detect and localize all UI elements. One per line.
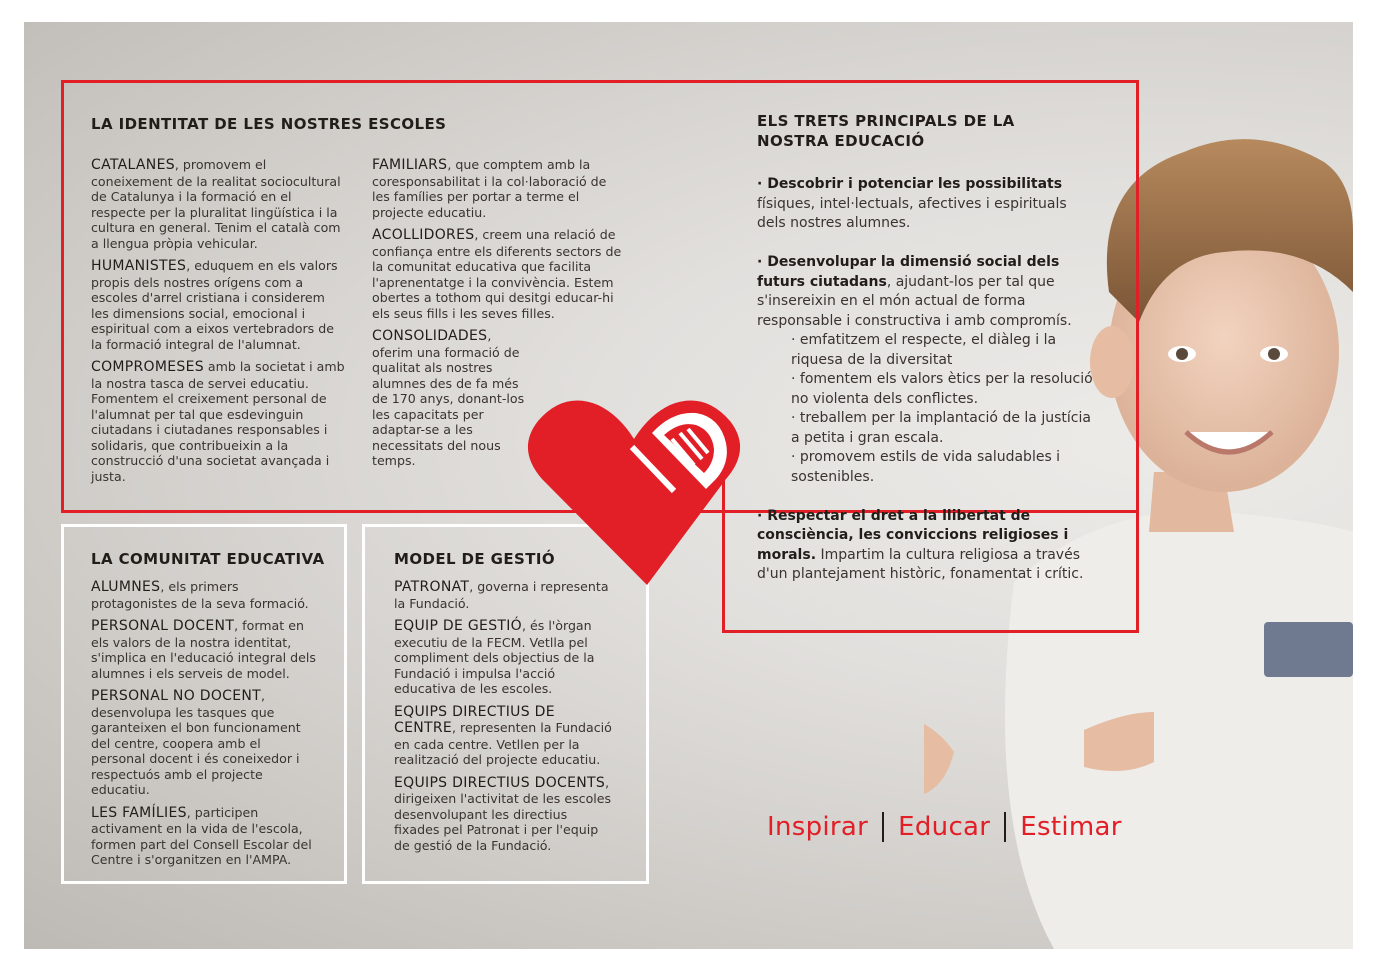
- trait-3: · Respectar el dret a la llibertat de consciència, les conviccions religioses i morals. Impartim la cultura religiosa a través d'un plantejament històric, fonamentat i crític.: [757, 507, 1084, 582]
- identity-column-1: [91, 157, 346, 491]
- brochure-page: [24, 22, 1353, 949]
- identity-item: FAMILIARS, que comptem amb la coresponsabilitat i la col·laboració de les famílies per portar a terme el projecte educatiu.: [372, 157, 607, 220]
- trait-1: · Descobrir i potenciar les possibilitats físiques, intel·lectuals, afectives i espirituals dels nostres alumnes.: [757, 176, 1067, 231]
- slogan-separator: [882, 812, 884, 842]
- community-item: PERSONAL NO DOCENT, desenvolupa les tasques que garanteixen el bon funcionament del centre, coopera amb el personal docent i és coneixedor i respectuós amb el projecte educatiu.: [91, 688, 301, 797]
- trait-2: · Desenvolupar la dimensió social dels futurs ciutadans, ajudant-los per tal que s'insereixin en el món actual de forma responsable i constructiva i amb compromís.: [757, 254, 1072, 329]
- management-item: EQUIPS DIRECTIUS DE CENTRE, representen la Fundació en cada centre. Vetllen per la realització del projecte educatiu.: [394, 703, 612, 767]
- identity-item: HUMANISTES, eduquem en els valors propis dels nostres orígens com a escoles d'arrel cristiana i considerem les dimensions social, emocional i espiritual com a eixos vertebradors de la formació integral de l'alumnat.: [91, 258, 338, 352]
- slogan-separator: [1004, 812, 1006, 842]
- trait-2-sub: · emfatitzem el respecte, el diàleg i la riquesa de la diversitat: [791, 332, 1057, 368]
- trait-2-sub: · fomentem els valors ètics per la resolució no violenta dels conflictes.: [791, 371, 1093, 407]
- heart-logo: [524, 387, 744, 587]
- management-item: EQUIP DE GESTIÓ, és l'òrgan executiu de la FECM. Vetlla pel compliment dels objectius de la Fundació i impulsa l'acció educativa de les escoles.: [394, 618, 595, 696]
- community-item: ALUMNES, els primers protagonistes de la seva formació.: [91, 579, 309, 611]
- identity-item: COMPROMESES amb la societat i amb la nostra tasca de servei educatiu. Fomentem el creixement personal de l'alumnat per tal que esdevinguin ciutadans i ciutadanes responsables i solidaris, que contribueixin a la construcció d'una societat avançada i justa.: [91, 359, 345, 484]
- community-item: LES FAMÍLIES, participen activament en la vida de l'escola, formen part del Consell Escolar del Centre i s'organitzen en l'AMPA.: [91, 804, 312, 867]
- community-title: LA COMUNITAT EDUCATIVA: [91, 550, 325, 568]
- slogan-word: Inspirar: [767, 812, 869, 842]
- slogan: [767, 812, 1122, 842]
- community-box: [61, 524, 347, 884]
- management-item: PATRONAT, governa i representa la Fundació.: [394, 579, 609, 611]
- identity-title: LA IDENTITAT DE LES NOSTRES ESCOLES: [91, 115, 447, 133]
- trait-2-sub: · promovem estils de vida saludables i sostenibles.: [791, 449, 1061, 485]
- traits-content: [757, 111, 1097, 585]
- identity-item: CONSOLIDADES, oferim una formació de qualitat als nostres alumnes des de fa més de 170 anys, donant-los les capacitats per adaptar-se a les necessitats del nous temps.: [372, 328, 525, 468]
- management-title: MODEL DE GESTIÓ: [394, 550, 556, 568]
- identity-item: CATALANES, promovem el coneixement de la realitat sociocultural de Catalunya i la formació en el respecte per la pluralitat lingüística i la cultura en general. Tenim el català com a llengua pròpia vehicular.: [91, 157, 341, 251]
- community-item: PERSONAL DOCENT, format en els valors de la nostra identitat, s'implica en l'educació integral dels alumnes i els serveis de model.: [91, 618, 316, 681]
- traits-title: ELS TRETS PRINCIPALS DE LA NOSTRA EDUCACIÓ: [757, 112, 1015, 150]
- identity-item: ACOLLIDORES, creem una relació de confiança entre els diferents sectors de la comunitat educativa que facilita l'aprenentatge i la convivència. Estem obertes a tothom qui desitgi educar-hi els seus fills i les seves filles.: [372, 227, 622, 321]
- management-item: EQUIPS DIRECTIUS DOCENTS, dirigeixen l'activitat de les escoles desenvolupant les directius fixades pel Patronat i per l'equip de gestió de la Fundació.: [394, 774, 612, 853]
- trait-2-sub: · treballem per la implantació de la justícia a petita i gran escala.: [791, 410, 1091, 446]
- slogan-word: Estimar: [1020, 812, 1122, 842]
- slogan-word: Educar: [898, 812, 991, 842]
